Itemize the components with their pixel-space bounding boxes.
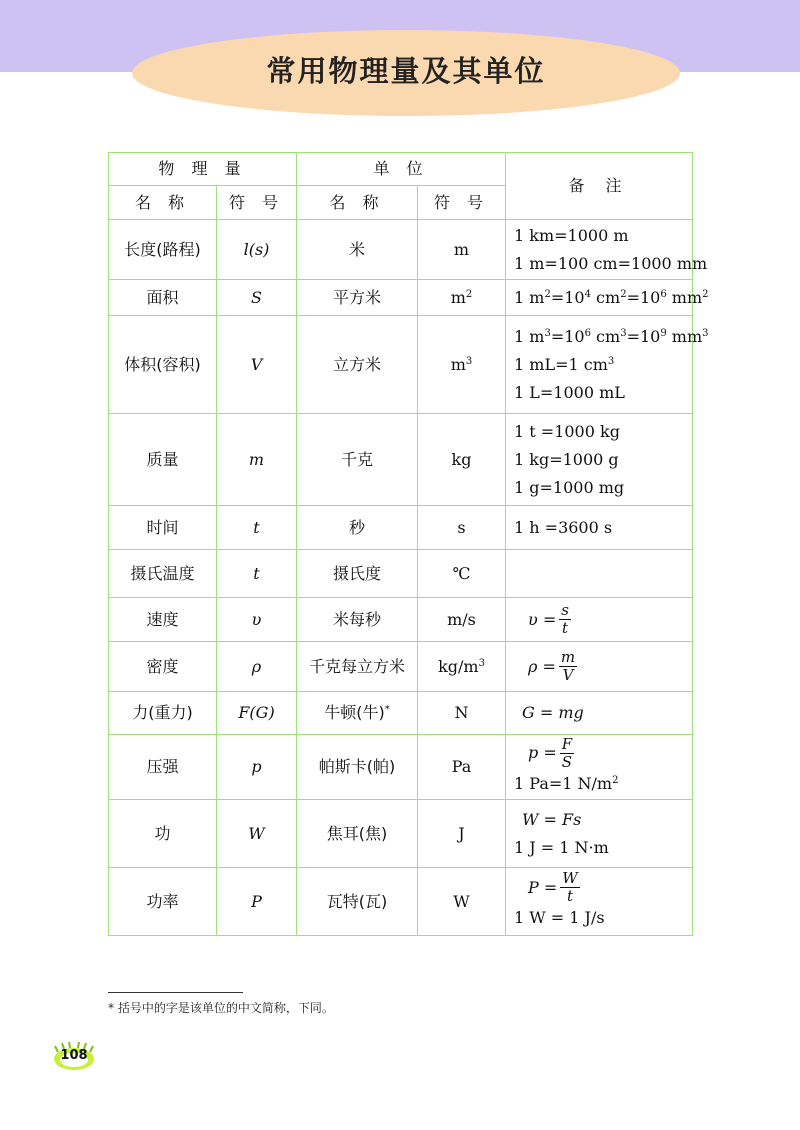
unit-symbol: N (418, 692, 506, 735)
table-row (109, 316, 693, 414)
quantity-symbol: t (217, 506, 297, 550)
quantity-name: 长度(路程) (109, 220, 217, 280)
header-quantity: 物 理 量 (109, 153, 297, 186)
header-note: 备 注 (506, 153, 693, 220)
unit-name: 千克 (297, 414, 418, 506)
header-unit: 单 位 (297, 153, 506, 186)
unit-symbol: $kg/m^3$ (418, 642, 506, 692)
table-row (109, 735, 693, 800)
note-line: 1 g=1000 mg (514, 477, 625, 497)
formula (528, 650, 577, 683)
table-row (109, 220, 693, 280)
unit-symbol: W (418, 868, 506, 936)
note-line: 1 mL=1 $cm^3$ (514, 354, 615, 374)
fraction (560, 871, 579, 904)
table-row (109, 280, 693, 316)
note-cell (506, 735, 693, 800)
units-table (108, 152, 709, 936)
title-banner (132, 30, 680, 116)
note-cell (506, 800, 693, 868)
fraction (559, 650, 577, 683)
note-line: 1 $m^2=10^4$ $cm^2=10^6$ $mm^2$ (514, 287, 709, 307)
fraction-denominator: S (561, 752, 573, 771)
fraction-denominator: t (562, 619, 569, 637)
quantity-symbol: W (217, 800, 297, 868)
unit-symbol: $m^3$ (418, 316, 506, 414)
formula-lhs: p = (528, 743, 557, 762)
note-cell (506, 692, 693, 735)
note-cell (506, 414, 693, 506)
quantity-symbol: t (217, 550, 297, 598)
footnote-divider (108, 992, 243, 993)
formula (528, 603, 571, 636)
quantity-name: 功 (109, 800, 217, 868)
quantity-name: 功率 (109, 868, 217, 936)
quantity-symbol: F(G) (217, 692, 297, 735)
formula (528, 734, 574, 771)
note-line: G = mg (522, 703, 584, 722)
note-cell (506, 642, 693, 692)
table-row (109, 642, 693, 692)
note-line: 1 $m^3=10^6$ $cm^3=10^9$ $mm^3$ (514, 326, 709, 346)
table-row (109, 414, 693, 506)
note-cell (506, 550, 693, 598)
quantity-symbol: υ (217, 598, 297, 642)
unit-name: 焦耳(焦) (297, 800, 418, 868)
quantity-name: 面积 (109, 280, 217, 316)
table-row (109, 598, 693, 642)
note-cell (506, 598, 693, 642)
header-unit-name: 名 称 (297, 186, 418, 220)
unit-symbol: m/s (418, 598, 506, 642)
quantity-name: 压强 (109, 735, 217, 800)
note-line: 1 W = 1 J/s (514, 908, 605, 927)
table-row (109, 800, 693, 868)
note-cell (506, 220, 708, 280)
note-line: W = Fs (522, 809, 582, 829)
quantity-symbol: P (217, 868, 297, 936)
unit-symbol: J (418, 800, 506, 868)
unit-symbol: kg (418, 414, 506, 506)
fraction-numerator: m (560, 648, 576, 666)
fraction-numerator: s (561, 601, 569, 619)
unit-symbol: m (418, 220, 506, 280)
header-unit-symbol: 符 号 (418, 186, 506, 220)
fraction-numerator: F (561, 734, 573, 753)
note-line: 1 t =1000 kg (514, 421, 620, 441)
unit-symbol: s (418, 506, 506, 550)
note-cell (506, 280, 709, 316)
quantity-name: 质量 (109, 414, 217, 506)
quantity-name: 体积(容积) (109, 316, 217, 414)
quantity-name: 力(重力) (109, 692, 217, 735)
table-row (109, 506, 693, 550)
page-number: 108 (60, 1048, 88, 1063)
footnote-mark: * (384, 704, 390, 716)
quantity-name: 速度 (109, 598, 217, 642)
formula-lhs: υ = (528, 609, 557, 629)
unit-symbol: $m^2$ (418, 280, 506, 316)
unit-name: 牛顿(牛)* (297, 692, 418, 735)
fraction-denominator: t (566, 887, 573, 905)
quantity-symbol: l(s) (217, 220, 297, 280)
unit-name: 千克每立方米 (297, 642, 418, 692)
page-title: 常用物理量及其单位 (266, 53, 546, 88)
unit-name: 帕斯卡(帕) (297, 735, 418, 800)
unit-name: 米每秒 (297, 598, 418, 642)
table-row (109, 868, 693, 936)
fraction-denominator: V (562, 666, 574, 684)
fraction-numerator: W (562, 869, 578, 887)
unit-name: 平方米 (297, 280, 418, 316)
note-line: 1 J = 1 N·m (514, 837, 609, 857)
quantity-name: 密度 (109, 642, 217, 692)
formula (528, 871, 580, 904)
note-cell (506, 868, 693, 936)
unit-symbol: ℃ (418, 550, 506, 598)
unit-name: 米 (297, 220, 418, 280)
quantity-name: 摄氏温度 (109, 550, 217, 598)
unit-name: 瓦特(瓦) (297, 868, 418, 936)
quantity-symbol: m (217, 414, 297, 506)
note-line: 1 L=1000 mL (514, 382, 625, 402)
formula-lhs: P = (528, 877, 558, 897)
fraction (560, 734, 574, 771)
quantity-symbol: p (217, 735, 297, 800)
table-row (109, 692, 693, 735)
note-line: 1 km=1000 m (514, 225, 629, 245)
note-cell (506, 316, 709, 414)
unit-name: 摄氏度 (297, 550, 418, 598)
quantity-symbol: ρ (217, 642, 297, 692)
quantity-symbol: S (217, 280, 297, 316)
note-line: 1 Pa=1 $N/m^2$ (514, 773, 619, 793)
note-line: 1 h =3600 s (514, 517, 613, 537)
table-row (109, 550, 693, 598)
header-name: 名 称 (109, 186, 217, 220)
quantity-symbol: V (217, 316, 297, 414)
note-cell (506, 506, 693, 550)
fraction (559, 603, 571, 636)
quantity-name: 时间 (109, 506, 217, 550)
footnote: * 括号中的字是该单位的中文简称，下同。 (108, 1001, 334, 1015)
unit-name: 秒 (297, 506, 418, 550)
note-line: 1 kg=1000 g (514, 449, 619, 469)
header-row-1 (109, 153, 693, 186)
unit-symbol: Pa (418, 735, 506, 800)
formula-lhs: ρ = (528, 656, 556, 676)
note-line: 1 m=100 cm=1000 mm (514, 253, 708, 273)
header-symbol: 符 号 (217, 186, 297, 220)
unit-name: 立方米 (297, 316, 418, 414)
